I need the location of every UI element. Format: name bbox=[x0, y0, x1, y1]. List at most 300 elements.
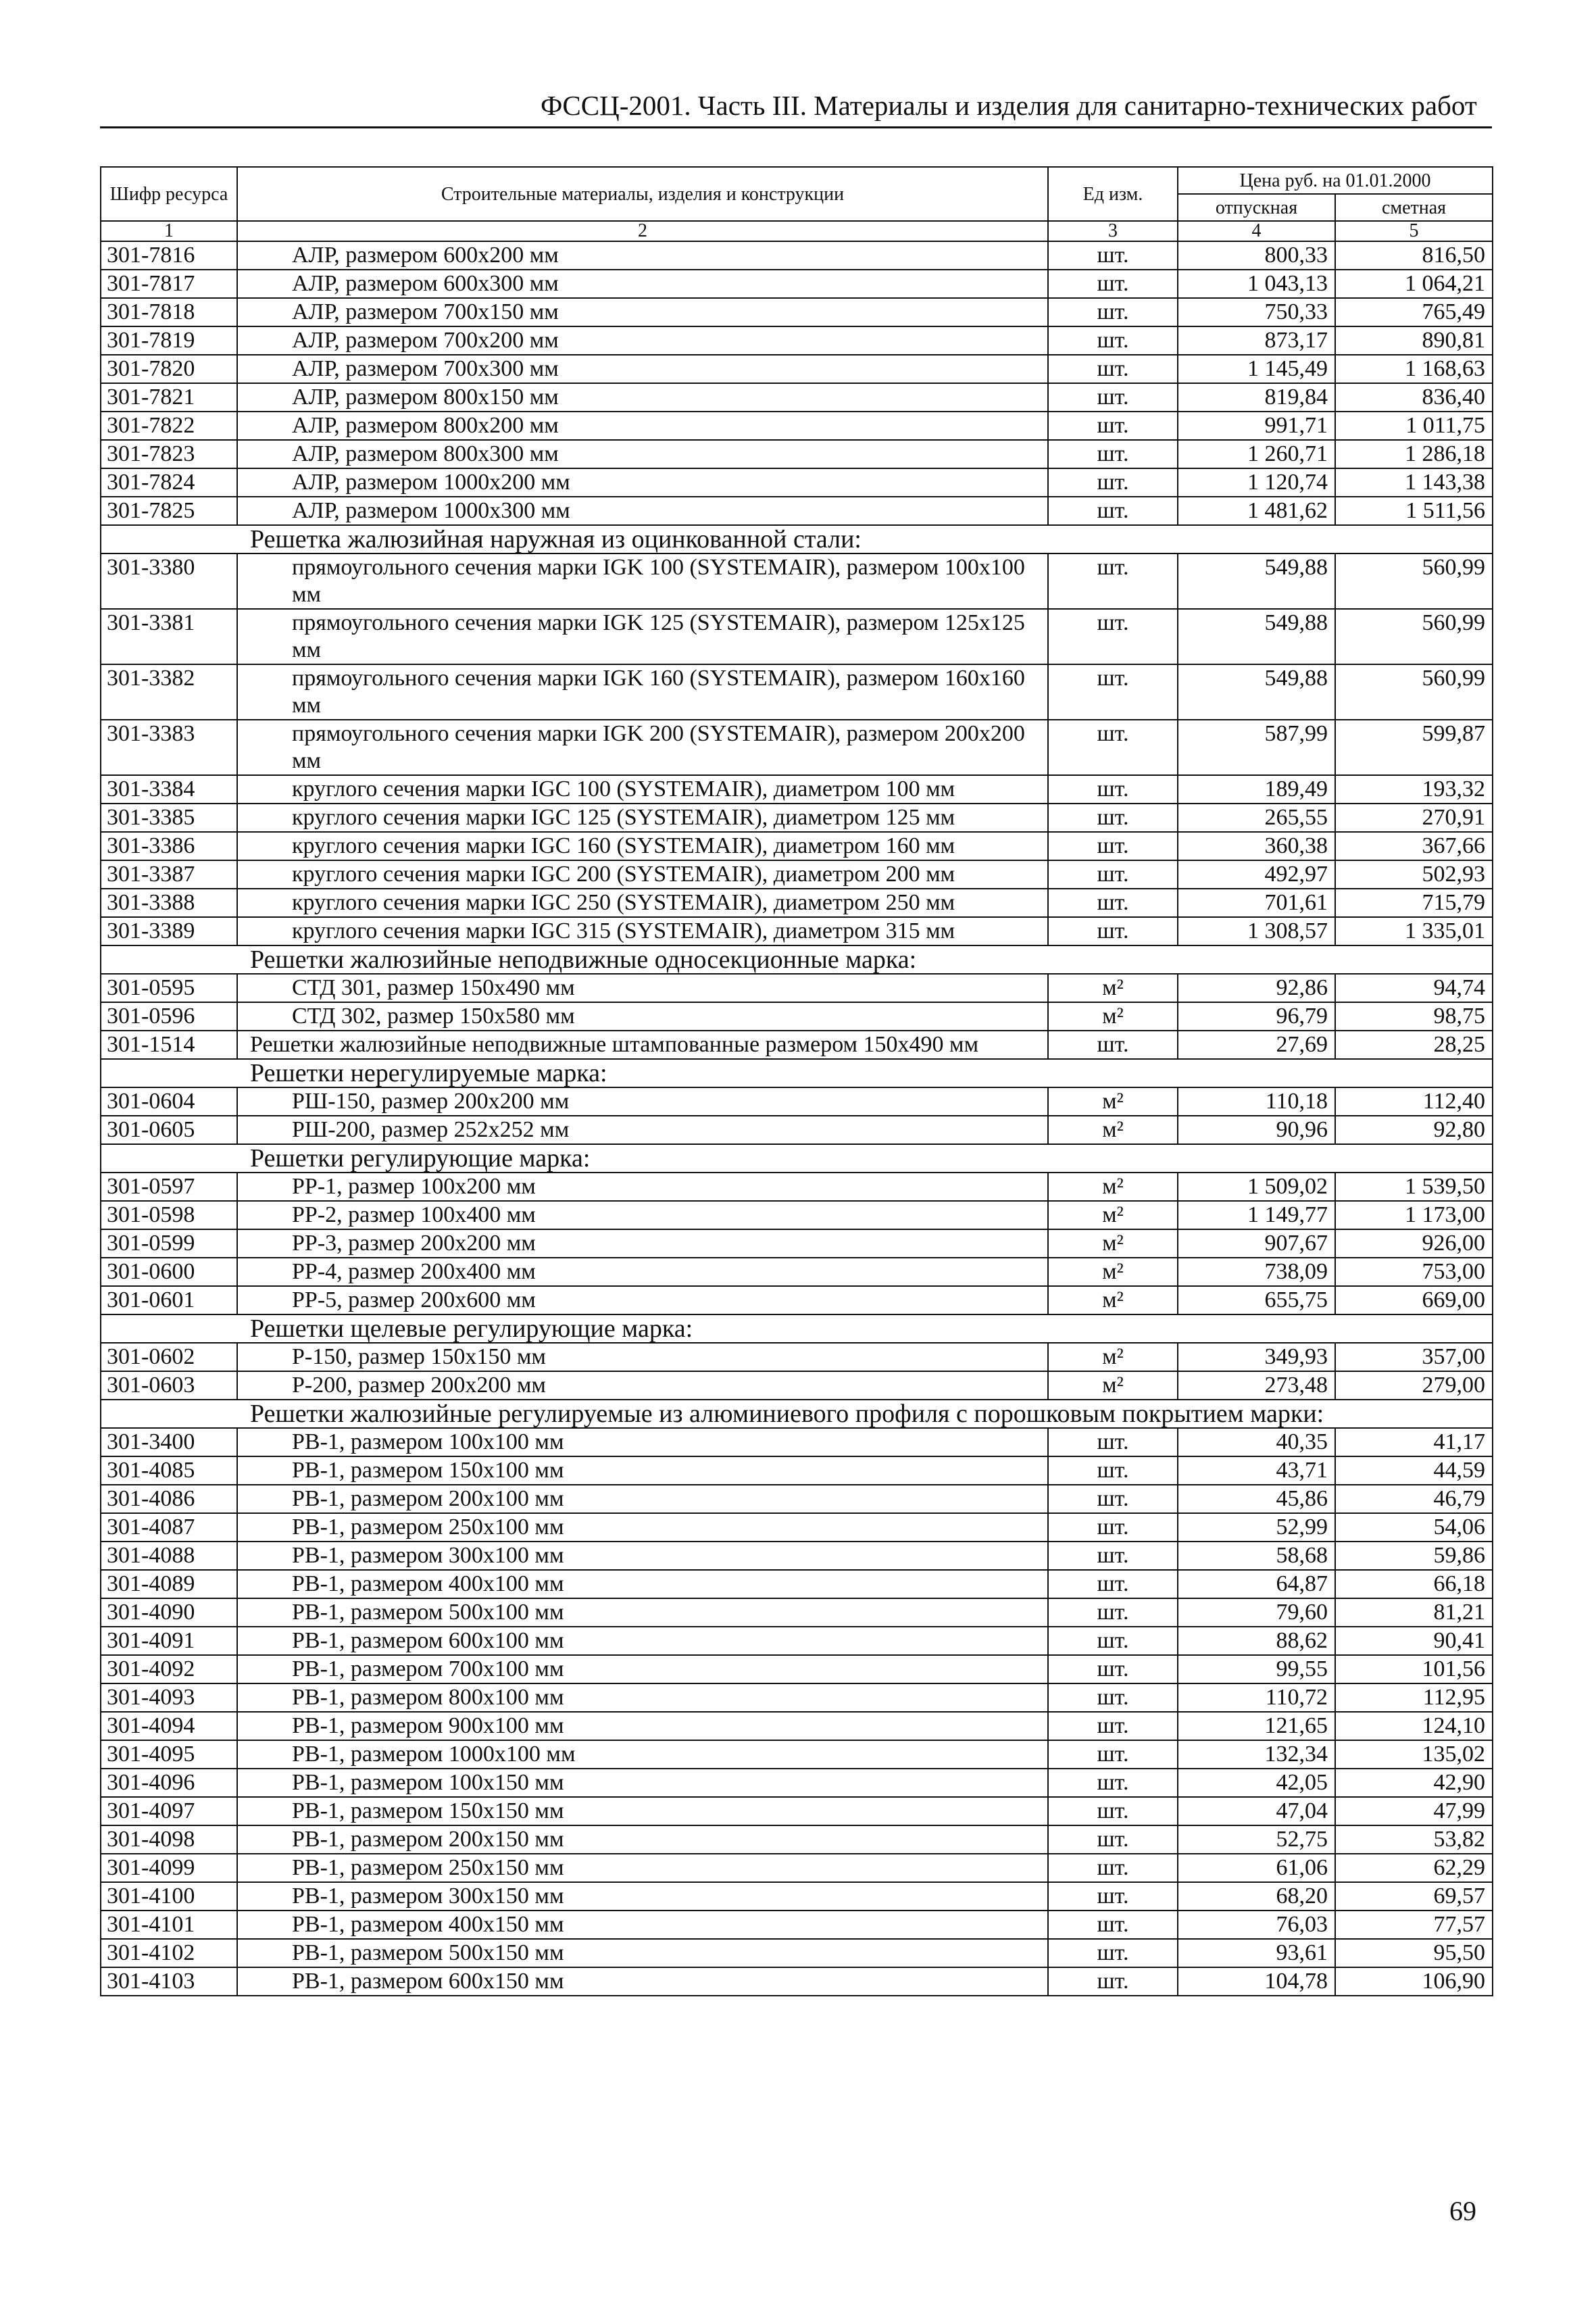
cell-release-price: 701,61 bbox=[1178, 889, 1335, 917]
cell-name: АЛР, размером 1000x300 мм bbox=[237, 497, 1048, 525]
cell-name: РВ-1, размером 400x100 мм bbox=[237, 1570, 1048, 1598]
table-row bbox=[101, 1229, 1493, 1258]
table-row bbox=[101, 1371, 1493, 1400]
table-row bbox=[101, 553, 1493, 609]
cell-estimate-price: 69,57 bbox=[1335, 1882, 1493, 1911]
cell-name: РР-1, размер 100x200 мм bbox=[237, 1173, 1048, 1201]
cell-estimate-price: 42,90 bbox=[1335, 1769, 1493, 1797]
cell-unit: шт. bbox=[1048, 1769, 1178, 1797]
cell-estimate-price: 279,00 bbox=[1335, 1371, 1493, 1400]
table-row bbox=[101, 326, 1493, 355]
cell-unit: шт. bbox=[1048, 1939, 1178, 1967]
cell-name: РВ-1, размером 100x100 мм bbox=[237, 1428, 1048, 1456]
cell-name: АЛР, размером 700x300 мм bbox=[237, 355, 1048, 383]
cell-name: круглого сечения марки IGC 250 (SYSTEMAIR), диаметром 250 мм bbox=[237, 889, 1048, 917]
table-row bbox=[101, 1655, 1493, 1683]
table-row bbox=[101, 270, 1493, 298]
section-title: Решетки нерегулируемые марка: bbox=[101, 1059, 1493, 1087]
cell-release-price: 819,84 bbox=[1178, 383, 1335, 412]
cell-estimate-price: 357,00 bbox=[1335, 1343, 1493, 1371]
cell-estimate-price: 270,91 bbox=[1335, 804, 1493, 832]
table-row bbox=[101, 1456, 1493, 1485]
cell-release-price: 99,55 bbox=[1178, 1655, 1335, 1683]
cell-code: 301-4090 bbox=[101, 1598, 237, 1627]
section-title: Решетки жалюзийные регулируемые из алюминиевого профиля с порошковым покрытием марки: bbox=[101, 1400, 1493, 1428]
cell-release-price: 265,55 bbox=[1178, 804, 1335, 832]
cell-estimate-price: 560,99 bbox=[1335, 664, 1493, 720]
cell-estimate-price: 92,80 bbox=[1335, 1116, 1493, 1144]
cell-name: АЛР, размером 700x200 мм bbox=[237, 326, 1048, 355]
cell-name: РШ-200, размер 252x252 мм bbox=[237, 1116, 1048, 1144]
cell-code: 301-7819 bbox=[101, 326, 237, 355]
cell-release-price: 43,71 bbox=[1178, 1456, 1335, 1485]
cell-unit: шт. bbox=[1048, 497, 1178, 525]
cell-name: РР-3, размер 200x200 мм bbox=[237, 1229, 1048, 1258]
table-row bbox=[101, 1740, 1493, 1769]
cell-estimate-price: 1 011,75 bbox=[1335, 412, 1493, 440]
section-header-row bbox=[101, 1059, 1493, 1087]
cell-name: АЛР, размером 600x300 мм bbox=[237, 270, 1048, 298]
cell-unit: шт. bbox=[1048, 355, 1178, 383]
cell-name: РВ-1, размером 400x150 мм bbox=[237, 1911, 1048, 1939]
col-name-header: Строительные материалы, изделия и конструкции bbox=[237, 167, 1048, 221]
cell-estimate-price: 502,93 bbox=[1335, 860, 1493, 889]
table-row bbox=[101, 355, 1493, 383]
cell-estimate-price: 90,41 bbox=[1335, 1627, 1493, 1655]
table-row bbox=[101, 860, 1493, 889]
cell-unit: шт. bbox=[1048, 1967, 1178, 1996]
cell-code: 301-7820 bbox=[101, 355, 237, 383]
cell-name: РВ-1, размером 300x100 мм bbox=[237, 1542, 1048, 1570]
cell-name: круглого сечения марки IGC 315 (SYSTEMAIR), диаметром 315 мм bbox=[237, 917, 1048, 945]
cell-name: круглого сечения марки IGC 125 (SYSTEMAIR), диаметром 125 мм bbox=[237, 804, 1048, 832]
cell-unit: шт. bbox=[1048, 1882, 1178, 1911]
cell-unit: шт. bbox=[1048, 241, 1178, 270]
cell-name: АЛР, размером 700x150 мм bbox=[237, 298, 1048, 326]
cell-estimate-price: 599,87 bbox=[1335, 720, 1493, 775]
cell-code: 301-7822 bbox=[101, 412, 237, 440]
cell-unit: шт. bbox=[1048, 1712, 1178, 1740]
table-row bbox=[101, 1286, 1493, 1314]
col-release-header: отпускная bbox=[1178, 194, 1335, 221]
cell-code: 301-4087 bbox=[101, 1513, 237, 1542]
cell-release-price: 68,20 bbox=[1178, 1882, 1335, 1911]
cell-release-price: 349,93 bbox=[1178, 1343, 1335, 1371]
table-row bbox=[101, 468, 1493, 497]
cell-estimate-price: 890,81 bbox=[1335, 326, 1493, 355]
cell-code: 301-4100 bbox=[101, 1882, 237, 1911]
table-row bbox=[101, 889, 1493, 917]
cell-code: 301-4093 bbox=[101, 1683, 237, 1712]
cell-code: 301-4097 bbox=[101, 1797, 237, 1825]
table-row bbox=[101, 1485, 1493, 1513]
cell-name: РВ-1, размером 150x100 мм bbox=[237, 1456, 1048, 1485]
cell-code: 301-0603 bbox=[101, 1371, 237, 1400]
cell-code: 301-3383 bbox=[101, 720, 237, 775]
cell-release-price: 79,60 bbox=[1178, 1598, 1335, 1627]
cell-code: 301-3389 bbox=[101, 917, 237, 945]
cell-estimate-price: 95,50 bbox=[1335, 1939, 1493, 1967]
table-row bbox=[101, 412, 1493, 440]
table-row bbox=[101, 1031, 1493, 1059]
cell-code: 301-3387 bbox=[101, 860, 237, 889]
cell-unit: м² bbox=[1048, 974, 1178, 1002]
table-row bbox=[101, 832, 1493, 860]
table-row bbox=[101, 804, 1493, 832]
cell-name: круглого сечения марки IGC 160 (SYSTEMAIR), диаметром 160 мм bbox=[237, 832, 1048, 860]
cell-release-price: 42,05 bbox=[1178, 1769, 1335, 1797]
cell-name: РВ-1, размером 500x100 мм bbox=[237, 1598, 1048, 1627]
cell-unit: шт. bbox=[1048, 1456, 1178, 1485]
table-row bbox=[101, 440, 1493, 468]
running-header: ФССЦ-2001. Часть III. Материалы и изделия для санитарно-технических работ bbox=[541, 90, 1477, 121]
col-number: 2 bbox=[237, 221, 1048, 241]
cell-estimate-price: 106,90 bbox=[1335, 1967, 1493, 1996]
cell-release-price: 1 145,49 bbox=[1178, 355, 1335, 383]
cell-release-price: 110,18 bbox=[1178, 1087, 1335, 1116]
cell-estimate-price: 367,66 bbox=[1335, 832, 1493, 860]
cell-name: РВ-1, размером 300x150 мм bbox=[237, 1882, 1048, 1911]
cell-unit: шт. bbox=[1048, 1655, 1178, 1683]
cell-name: АЛР, размером 600x200 мм bbox=[237, 241, 1048, 270]
cell-code: 301-4089 bbox=[101, 1570, 237, 1598]
cell-release-price: 991,71 bbox=[1178, 412, 1335, 440]
cell-name: прямоугольного сечения марки IGK 200 (SYSTEMAIR), размером 200x200 мм bbox=[237, 720, 1048, 775]
table-row bbox=[101, 1201, 1493, 1229]
cell-name: РВ-1, размером 250x100 мм bbox=[237, 1513, 1048, 1542]
table-row bbox=[101, 1428, 1493, 1456]
cell-unit: м² bbox=[1048, 1343, 1178, 1371]
cell-unit: м² bbox=[1048, 1286, 1178, 1314]
cell-estimate-price: 98,75 bbox=[1335, 1002, 1493, 1031]
cell-code: 301-0595 bbox=[101, 974, 237, 1002]
cell-code: 301-4091 bbox=[101, 1627, 237, 1655]
table-row bbox=[101, 664, 1493, 720]
cell-name: Р-150, размер 150x150 мм bbox=[237, 1343, 1048, 1371]
cell-code: 301-4103 bbox=[101, 1967, 237, 1996]
cell-code: 301-4085 bbox=[101, 1456, 237, 1485]
cell-estimate-price: 715,79 bbox=[1335, 889, 1493, 917]
cell-release-price: 800,33 bbox=[1178, 241, 1335, 270]
cell-estimate-price: 1 335,01 bbox=[1335, 917, 1493, 945]
price-table bbox=[100, 166, 1493, 1996]
cell-code: 301-7825 bbox=[101, 497, 237, 525]
table-row bbox=[101, 1967, 1493, 1996]
cell-name: РВ-1, размером 200x100 мм bbox=[237, 1485, 1048, 1513]
cell-release-price: 492,97 bbox=[1178, 860, 1335, 889]
cell-release-price: 549,88 bbox=[1178, 553, 1335, 609]
table-row bbox=[101, 917, 1493, 945]
col-number: 5 bbox=[1335, 221, 1493, 241]
cell-estimate-price: 112,40 bbox=[1335, 1087, 1493, 1116]
cell-unit: шт. bbox=[1048, 917, 1178, 945]
column-number-row bbox=[101, 221, 1493, 241]
section-title: Решетки щелевые регулирующие марка: bbox=[101, 1314, 1493, 1343]
cell-release-price: 360,38 bbox=[1178, 832, 1335, 860]
cell-code: 301-0597 bbox=[101, 1173, 237, 1201]
cell-unit: м² bbox=[1048, 1229, 1178, 1258]
cell-release-price: 96,79 bbox=[1178, 1002, 1335, 1031]
cell-release-price: 93,61 bbox=[1178, 1939, 1335, 1967]
cell-estimate-price: 560,99 bbox=[1335, 553, 1493, 609]
cell-name: СТД 302, размер 150x580 мм bbox=[237, 1002, 1048, 1031]
cell-estimate-price: 135,02 bbox=[1335, 1740, 1493, 1769]
cell-code: 301-7823 bbox=[101, 440, 237, 468]
cell-unit: м² bbox=[1048, 1173, 1178, 1201]
cell-unit: шт. bbox=[1048, 664, 1178, 720]
cell-code: 301-0599 bbox=[101, 1229, 237, 1258]
cell-release-price: 1 509,02 bbox=[1178, 1173, 1335, 1201]
table-row bbox=[101, 1173, 1493, 1201]
cell-release-price: 1 149,77 bbox=[1178, 1201, 1335, 1229]
table-row bbox=[101, 1258, 1493, 1286]
cell-code: 301-3381 bbox=[101, 609, 237, 664]
cell-name: прямоугольного сечения марки IGK 160 (SYSTEMAIR), размером 160x160 мм bbox=[237, 664, 1048, 720]
cell-release-price: 587,99 bbox=[1178, 720, 1335, 775]
cell-unit: шт. bbox=[1048, 1683, 1178, 1712]
cell-name: РВ-1, размером 500x150 мм bbox=[237, 1939, 1048, 1967]
cell-estimate-price: 1 286,18 bbox=[1335, 440, 1493, 468]
cell-estimate-price: 926,00 bbox=[1335, 1229, 1493, 1258]
cell-code: 301-1514 bbox=[101, 1031, 237, 1059]
cell-release-price: 58,68 bbox=[1178, 1542, 1335, 1570]
cell-estimate-price: 1 511,56 bbox=[1335, 497, 1493, 525]
cell-name: РШ-150, размер 200x200 мм bbox=[237, 1087, 1048, 1116]
cell-code: 301-7821 bbox=[101, 383, 237, 412]
table-row bbox=[101, 1570, 1493, 1598]
cell-code: 301-4092 bbox=[101, 1655, 237, 1683]
section-title: Решетки регулирующие марка: bbox=[101, 1144, 1493, 1173]
cell-unit: шт. bbox=[1048, 1911, 1178, 1939]
cell-release-price: 61,06 bbox=[1178, 1854, 1335, 1882]
cell-unit: шт. bbox=[1048, 775, 1178, 804]
cell-release-price: 750,33 bbox=[1178, 298, 1335, 326]
cell-code: 301-7817 bbox=[101, 270, 237, 298]
cell-code: 301-7816 bbox=[101, 241, 237, 270]
cell-code: 301-4096 bbox=[101, 1769, 237, 1797]
cell-release-price: 738,09 bbox=[1178, 1258, 1335, 1286]
table-row bbox=[101, 1542, 1493, 1570]
cell-estimate-price: 112,95 bbox=[1335, 1683, 1493, 1712]
cell-unit: м² bbox=[1048, 1087, 1178, 1116]
table-row bbox=[101, 974, 1493, 1002]
cell-release-price: 549,88 bbox=[1178, 609, 1335, 664]
page-number: 69 bbox=[1449, 2196, 1476, 2226]
section-header-row bbox=[101, 1314, 1493, 1343]
cell-code: 301-0600 bbox=[101, 1258, 237, 1286]
cell-unit: шт. bbox=[1048, 1542, 1178, 1570]
cell-code: 301-0605 bbox=[101, 1116, 237, 1144]
cell-release-price: 549,88 bbox=[1178, 664, 1335, 720]
cell-unit: шт. bbox=[1048, 553, 1178, 609]
table-row bbox=[101, 1116, 1493, 1144]
cell-release-price: 27,69 bbox=[1178, 1031, 1335, 1059]
cell-code: 301-0596 bbox=[101, 1002, 237, 1031]
cell-estimate-price: 94,74 bbox=[1335, 974, 1493, 1002]
cell-code: 301-7824 bbox=[101, 468, 237, 497]
table-row bbox=[101, 1769, 1493, 1797]
cell-unit: шт. bbox=[1048, 1570, 1178, 1598]
cell-unit: шт. bbox=[1048, 1031, 1178, 1059]
cell-code: 301-4098 bbox=[101, 1825, 237, 1854]
cell-name: РВ-1, размером 200x150 мм bbox=[237, 1825, 1048, 1854]
cell-name: РВ-1, размером 600x150 мм bbox=[237, 1967, 1048, 1996]
cell-code: 301-4102 bbox=[101, 1939, 237, 1967]
cell-unit: м² bbox=[1048, 1002, 1178, 1031]
cell-unit: шт. bbox=[1048, 383, 1178, 412]
col-price-header: Цена руб. на 01.01.2000 bbox=[1178, 167, 1493, 194]
header-rule bbox=[100, 126, 1492, 128]
cell-name: АЛР, размером 800x300 мм bbox=[237, 440, 1048, 468]
cell-unit: шт. bbox=[1048, 326, 1178, 355]
cell-release-price: 40,35 bbox=[1178, 1428, 1335, 1456]
table-row bbox=[101, 609, 1493, 664]
cell-estimate-price: 81,21 bbox=[1335, 1598, 1493, 1627]
cell-estimate-price: 66,18 bbox=[1335, 1570, 1493, 1598]
cell-estimate-price: 193,32 bbox=[1335, 775, 1493, 804]
table-row bbox=[101, 383, 1493, 412]
table-row bbox=[101, 720, 1493, 775]
cell-release-price: 76,03 bbox=[1178, 1911, 1335, 1939]
cell-unit: шт. bbox=[1048, 468, 1178, 497]
cell-unit: шт. bbox=[1048, 270, 1178, 298]
cell-estimate-price: 28,25 bbox=[1335, 1031, 1493, 1059]
cell-unit: м² bbox=[1048, 1258, 1178, 1286]
cell-estimate-price: 44,59 bbox=[1335, 1456, 1493, 1485]
cell-estimate-price: 560,99 bbox=[1335, 609, 1493, 664]
col-number: 3 bbox=[1048, 221, 1178, 241]
cell-name: АЛР, размером 800x200 мм bbox=[237, 412, 1048, 440]
cell-name: РВ-1, размером 100x150 мм bbox=[237, 1769, 1048, 1797]
cell-name: прямоугольного сечения марки IGK 100 (SYSTEMAIR), размером 100x100 мм bbox=[237, 553, 1048, 609]
cell-unit: м² bbox=[1048, 1371, 1178, 1400]
table-row bbox=[101, 1002, 1493, 1031]
col-estimate-header: сметная bbox=[1335, 194, 1493, 221]
cell-estimate-price: 53,82 bbox=[1335, 1825, 1493, 1854]
cell-release-price: 104,78 bbox=[1178, 1967, 1335, 1996]
section-title: Решетки жалюзийные неподвижные односекционные марка: bbox=[101, 945, 1493, 974]
cell-code: 301-3400 bbox=[101, 1428, 237, 1456]
section-header-row bbox=[101, 1400, 1493, 1428]
col-code-header: Шифр ресурса bbox=[101, 167, 237, 221]
cell-estimate-price: 47,99 bbox=[1335, 1797, 1493, 1825]
cell-unit: шт. bbox=[1048, 1513, 1178, 1542]
table-body bbox=[101, 241, 1493, 1996]
cell-unit: шт. bbox=[1048, 1627, 1178, 1655]
cell-code: 301-0602 bbox=[101, 1343, 237, 1371]
table-row bbox=[101, 1683, 1493, 1712]
section-title: Решетка жалюзийная наружная из оцинкованной стали: bbox=[101, 525, 1493, 553]
cell-code: 301-3388 bbox=[101, 889, 237, 917]
cell-estimate-price: 77,57 bbox=[1335, 1911, 1493, 1939]
table-row bbox=[101, 1627, 1493, 1655]
section-header-row bbox=[101, 525, 1493, 553]
table-row bbox=[101, 775, 1493, 804]
cell-unit: шт. bbox=[1048, 1740, 1178, 1769]
table-header bbox=[101, 167, 1493, 241]
cell-name: СТД 301, размер 150x490 мм bbox=[237, 974, 1048, 1002]
cell-release-price: 64,87 bbox=[1178, 1570, 1335, 1598]
cell-estimate-price: 816,50 bbox=[1335, 241, 1493, 270]
cell-code: 301-0598 bbox=[101, 1201, 237, 1229]
cell-release-price: 1 043,13 bbox=[1178, 270, 1335, 298]
table-row bbox=[101, 298, 1493, 326]
cell-name: РВ-1, размером 1000x100 мм bbox=[237, 1740, 1048, 1769]
cell-unit: шт. bbox=[1048, 1797, 1178, 1825]
cell-name: АЛР, размером 1000x200 мм bbox=[237, 468, 1048, 497]
col-number: 1 bbox=[101, 221, 237, 241]
cell-estimate-price: 1 168,63 bbox=[1335, 355, 1493, 383]
cell-release-price: 88,62 bbox=[1178, 1627, 1335, 1655]
table-row bbox=[101, 1087, 1493, 1116]
cell-estimate-price: 124,10 bbox=[1335, 1712, 1493, 1740]
cell-estimate-price: 765,49 bbox=[1335, 298, 1493, 326]
cell-release-price: 873,17 bbox=[1178, 326, 1335, 355]
cell-release-price: 655,75 bbox=[1178, 1286, 1335, 1314]
cell-release-price: 907,67 bbox=[1178, 1229, 1335, 1258]
cell-code: 301-0601 bbox=[101, 1286, 237, 1314]
cell-code: 301-3386 bbox=[101, 832, 237, 860]
table-row bbox=[101, 1797, 1493, 1825]
table-row bbox=[101, 1854, 1493, 1882]
cell-unit: шт. bbox=[1048, 860, 1178, 889]
cell-release-price: 90,96 bbox=[1178, 1116, 1335, 1144]
cell-code: 301-4094 bbox=[101, 1712, 237, 1740]
cell-unit: шт. bbox=[1048, 889, 1178, 917]
cell-release-price: 110,72 bbox=[1178, 1683, 1335, 1712]
cell-code: 301-7818 bbox=[101, 298, 237, 326]
cell-code: 301-4099 bbox=[101, 1854, 237, 1882]
cell-estimate-price: 59,86 bbox=[1335, 1542, 1493, 1570]
cell-name: Решетки жалюзийные неподвижные штампованные размером 150x490 мм bbox=[237, 1031, 1048, 1059]
cell-release-price: 52,75 bbox=[1178, 1825, 1335, 1854]
cell-estimate-price: 41,17 bbox=[1335, 1428, 1493, 1456]
cell-release-price: 92,86 bbox=[1178, 974, 1335, 1002]
cell-release-price: 1 308,57 bbox=[1178, 917, 1335, 945]
cell-unit: шт. bbox=[1048, 1428, 1178, 1456]
cell-code: 301-3384 bbox=[101, 775, 237, 804]
section-header-row bbox=[101, 1144, 1493, 1173]
cell-name: РР-4, размер 200x400 мм bbox=[237, 1258, 1048, 1286]
cell-name: РВ-1, размером 250x150 мм bbox=[237, 1854, 1048, 1882]
cell-name: РВ-1, размером 900x100 мм bbox=[237, 1712, 1048, 1740]
cell-release-price: 132,34 bbox=[1178, 1740, 1335, 1769]
cell-estimate-price: 46,79 bbox=[1335, 1485, 1493, 1513]
cell-unit: шт. bbox=[1048, 412, 1178, 440]
cell-code: 301-0604 bbox=[101, 1087, 237, 1116]
table-row bbox=[101, 1882, 1493, 1911]
cell-release-price: 121,65 bbox=[1178, 1712, 1335, 1740]
cell-unit: м² bbox=[1048, 1116, 1178, 1144]
cell-estimate-price: 62,29 bbox=[1335, 1854, 1493, 1882]
cell-unit: шт. bbox=[1048, 720, 1178, 775]
col-unit-header: Ед изм. bbox=[1048, 167, 1178, 221]
cell-name: Р-200, размер 200x200 мм bbox=[237, 1371, 1048, 1400]
cell-release-price: 47,04 bbox=[1178, 1797, 1335, 1825]
cell-release-price: 45,86 bbox=[1178, 1485, 1335, 1513]
cell-name: круглого сечения марки IGC 200 (SYSTEMAIR), диаметром 200 мм bbox=[237, 860, 1048, 889]
table-row bbox=[101, 1825, 1493, 1854]
cell-code: 301-4101 bbox=[101, 1911, 237, 1939]
cell-name: РВ-1, размером 150x150 мм bbox=[237, 1797, 1048, 1825]
cell-unit: шт. bbox=[1048, 832, 1178, 860]
cell-estimate-price: 54,06 bbox=[1335, 1513, 1493, 1542]
table-row bbox=[101, 1911, 1493, 1939]
cell-code: 301-4088 bbox=[101, 1542, 237, 1570]
cell-release-price: 1 120,74 bbox=[1178, 468, 1335, 497]
cell-unit: шт. bbox=[1048, 1598, 1178, 1627]
cell-estimate-price: 836,40 bbox=[1335, 383, 1493, 412]
